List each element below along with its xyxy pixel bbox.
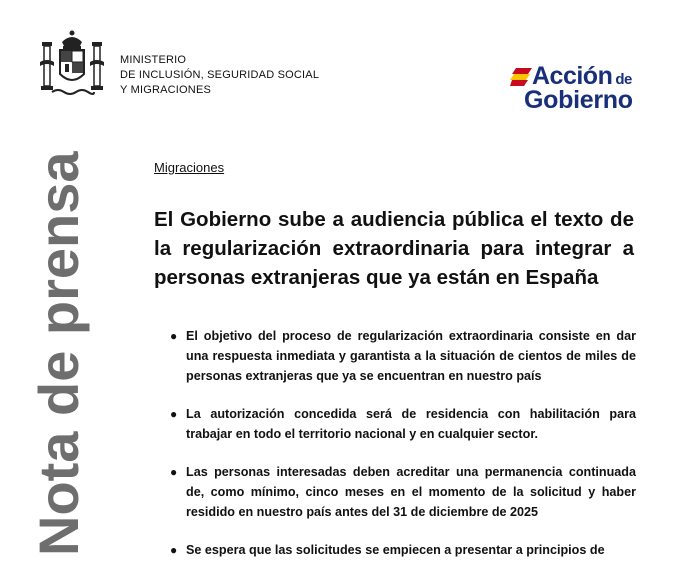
bullet-icon: ● bbox=[170, 465, 178, 479]
section-label: Migraciones bbox=[154, 160, 225, 175]
bullet-icon: ● bbox=[170, 407, 178, 421]
list-item bbox=[162, 404, 636, 444]
ministry-line: DE INCLUSIÓN, SEGURIDAD SOCIAL bbox=[120, 69, 320, 81]
headline: El Gobierno sube a audiencia pública el texto de la regularización extraordinaria para integrar a personas extranjeras que ya están en España bbox=[154, 208, 634, 289]
bullet-text: Las personas interesadas deben acreditar una permanencia continuada de, como mínimo, cinco meses en el momento de la solicitud y haber residido en nuestro país antes del 31 de diciembre de 2025 bbox=[186, 465, 636, 519]
side-label: Nota de prensa bbox=[27, 151, 90, 556]
bullet-icon: ● bbox=[170, 329, 178, 343]
ministry-line: MINISTERIO bbox=[120, 54, 187, 66]
brand-word-gobierno: Gobierno bbox=[524, 86, 633, 114]
coat-of-arms-icon bbox=[38, 28, 106, 98]
accion-de-gobierno-logo bbox=[508, 62, 648, 112]
brand-word-accion: Acción bbox=[532, 62, 613, 90]
list-item bbox=[162, 462, 636, 522]
flag-icon bbox=[510, 68, 532, 86]
ministry-line: Y MIGRACIONES bbox=[120, 84, 212, 96]
bullet-text: Se espera que las solicitudes se empiecen a presentar a principios de bbox=[186, 543, 605, 557]
brand-word-de: de bbox=[615, 71, 632, 88]
key-points-list bbox=[162, 326, 636, 578]
ministry-name bbox=[120, 53, 319, 98]
list-item bbox=[162, 540, 636, 560]
list-item bbox=[162, 326, 636, 386]
bullet-text: La autorización concedida será de residencia con habilitación para trabajar en todo el territorio nacional y en cualquier sector. bbox=[186, 407, 636, 441]
bullet-text: El objetivo del proceso de regularización extraordinaria consiste en dar una respuesta inmediata y garantista a la situación de cientos de miles de personas extranjeras que ya se encuentran en nuestro país bbox=[186, 329, 636, 383]
bullet-icon: ● bbox=[170, 543, 178, 557]
